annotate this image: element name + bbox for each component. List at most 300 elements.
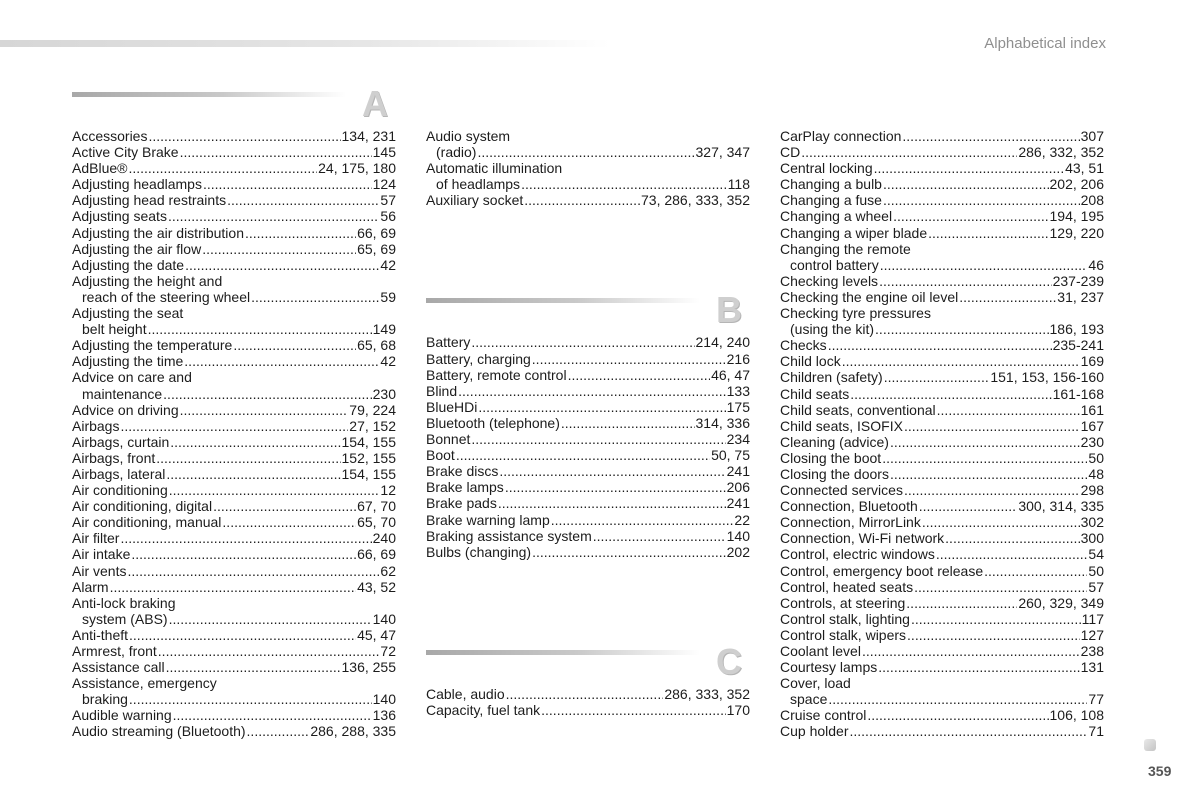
dot-leader bbox=[904, 482, 1080, 498]
index-entry bbox=[780, 675, 1104, 691]
index-term: Child seats bbox=[780, 385, 850, 402]
index-term: Closing the boot bbox=[780, 449, 882, 466]
index-entry bbox=[426, 351, 750, 367]
index-page-numbers: 54 bbox=[1088, 546, 1104, 563]
dot-leader bbox=[499, 463, 725, 479]
index-term: Control, emergency boot release bbox=[780, 562, 984, 579]
index-page-numbers: 57 bbox=[380, 192, 396, 209]
index-entry bbox=[426, 192, 750, 208]
index-page-numbers: 57 bbox=[1088, 578, 1104, 595]
dot-leader bbox=[893, 208, 1048, 224]
dot-leader bbox=[801, 144, 1017, 160]
index-entry bbox=[780, 595, 1104, 611]
index-page-numbers: 241 bbox=[726, 495, 750, 512]
dot-leader bbox=[233, 337, 356, 353]
index-page-numbers: 161-168 bbox=[1052, 385, 1104, 402]
index-page-numbers: 237-239 bbox=[1052, 272, 1104, 289]
index-page-numbers: 154, 155 bbox=[341, 465, 396, 482]
dot-leader bbox=[911, 611, 1081, 627]
dot-leader bbox=[875, 321, 1048, 337]
index-term: Child seats, ISOFIX bbox=[780, 417, 903, 434]
index-page-numbers: 50 bbox=[1088, 562, 1104, 579]
index-term: Airbags bbox=[72, 417, 120, 434]
index-term: Checking the engine oil level bbox=[780, 288, 959, 305]
dot-leader bbox=[202, 241, 356, 257]
index-term: Changing the remote bbox=[780, 240, 911, 257]
index-entry bbox=[72, 546, 396, 562]
index-term: Audio system bbox=[426, 128, 511, 144]
dot-leader bbox=[251, 289, 379, 305]
index-term: Bluetooth (telephone) bbox=[426, 414, 560, 431]
dot-leader bbox=[874, 160, 1064, 176]
index-term: Battery, charging bbox=[426, 350, 531, 367]
index-term: Airbags, curtain bbox=[72, 433, 170, 450]
index-term: Adjusting the date bbox=[72, 256, 185, 273]
index-list-c bbox=[426, 686, 750, 718]
index-entry bbox=[72, 128, 396, 144]
index-term: Automatic illumination bbox=[426, 160, 563, 177]
section-divider bbox=[72, 92, 346, 97]
header-rule bbox=[0, 40, 610, 47]
index-page-numbers: 235-241 bbox=[1052, 337, 1104, 354]
index-list-c-continued bbox=[780, 128, 1104, 740]
dot-leader bbox=[505, 479, 726, 495]
index-page-numbers: 136 bbox=[372, 707, 396, 724]
index-term: Child seats, conventional bbox=[780, 401, 936, 418]
index-entry bbox=[780, 337, 1104, 353]
index-term: Air conditioning, manual bbox=[72, 514, 222, 531]
index-entry bbox=[72, 675, 396, 691]
index-term: Air intake bbox=[72, 546, 131, 563]
index-entry bbox=[426, 367, 750, 383]
index-entry bbox=[780, 514, 1104, 530]
index-entry bbox=[72, 611, 396, 627]
dot-leader bbox=[884, 369, 990, 385]
index-column-3 bbox=[780, 128, 1104, 740]
index-term: CD bbox=[780, 144, 801, 161]
index-page-numbers: 45, 47 bbox=[357, 626, 396, 643]
index-term: Brake lamps bbox=[426, 479, 504, 496]
index-entry bbox=[72, 418, 396, 434]
index-page-numbers: 56 bbox=[380, 208, 396, 225]
dot-leader bbox=[862, 643, 1080, 659]
index-entry bbox=[780, 563, 1104, 579]
index-page-numbers: 175 bbox=[726, 398, 750, 415]
index-entry bbox=[780, 402, 1104, 418]
dot-leader bbox=[828, 337, 1052, 353]
index-entry bbox=[780, 289, 1104, 305]
dot-leader bbox=[127, 563, 379, 579]
index-page-numbers: 161 bbox=[1080, 401, 1104, 418]
dot-leader bbox=[959, 289, 1056, 305]
dot-leader bbox=[158, 643, 380, 659]
index-page-numbers: 129, 220 bbox=[1049, 224, 1104, 241]
index-entry bbox=[72, 450, 396, 466]
dot-leader bbox=[173, 707, 372, 723]
dot-leader bbox=[850, 723, 1088, 739]
index-term: Adjusting head restraints bbox=[72, 192, 227, 209]
dot-leader bbox=[532, 544, 726, 560]
index-entry bbox=[780, 418, 1104, 434]
index-term: AdBlue® bbox=[72, 160, 128, 177]
dot-leader bbox=[890, 434, 1080, 450]
dot-leader bbox=[180, 144, 372, 160]
dot-leader bbox=[532, 351, 726, 367]
index-term: Connected services bbox=[780, 482, 903, 499]
dot-leader bbox=[524, 192, 640, 208]
index-entry bbox=[72, 257, 396, 273]
dot-leader bbox=[185, 257, 379, 273]
index-term: Adjusting the temperature bbox=[72, 337, 233, 354]
index-term: BlueHDi bbox=[426, 398, 478, 415]
dot-leader bbox=[129, 691, 372, 707]
index-term: belt height bbox=[82, 321, 147, 338]
index-term: braking bbox=[82, 691, 128, 708]
dot-leader bbox=[937, 402, 1080, 418]
index-term: Audio streaming (Bluetooth) bbox=[72, 723, 246, 740]
index-page-numbers: 136, 255 bbox=[341, 659, 396, 676]
section-divider bbox=[426, 298, 700, 303]
index-entry bbox=[72, 402, 396, 418]
index-entry bbox=[72, 241, 396, 257]
index-entry bbox=[780, 257, 1104, 273]
index-entry bbox=[780, 353, 1104, 369]
index-term: Adjusting the air distribution bbox=[72, 224, 244, 241]
section-b-header bbox=[426, 289, 750, 334]
index-page-numbers: 140 bbox=[726, 527, 750, 544]
dot-leader bbox=[184, 353, 379, 369]
index-term: Capacity, fuel tank bbox=[426, 701, 541, 718]
index-term: Changing a wheel bbox=[780, 208, 893, 225]
index-term: maintenance bbox=[82, 385, 163, 402]
index-page-numbers: 300, 314, 335 bbox=[1018, 498, 1104, 515]
index-term: Accessories bbox=[72, 128, 148, 144]
dot-leader bbox=[561, 415, 695, 431]
index-term: Blind bbox=[426, 382, 458, 399]
index-page-numbers: 117 bbox=[1081, 610, 1104, 627]
index-term: Cleaning (advice) bbox=[780, 433, 889, 450]
dot-leader bbox=[166, 659, 341, 675]
dot-leader bbox=[984, 563, 1087, 579]
index-entry bbox=[72, 289, 396, 305]
index-page-numbers: 66, 69 bbox=[357, 546, 396, 563]
page-header-title: Alphabetical index bbox=[984, 35, 1106, 52]
index-term: system (ABS) bbox=[82, 610, 168, 627]
index-page-numbers: 145 bbox=[372, 144, 396, 161]
index-entry bbox=[72, 627, 396, 643]
index-entry bbox=[72, 305, 396, 321]
index-page-numbers: 208 bbox=[1080, 192, 1104, 209]
index-entry bbox=[72, 176, 396, 192]
index-term: Boot bbox=[426, 447, 455, 464]
index-page-numbers: 140 bbox=[372, 691, 396, 708]
dot-leader bbox=[878, 659, 1079, 675]
dot-leader bbox=[906, 595, 1017, 611]
index-list-b bbox=[426, 334, 750, 559]
index-term: Checking levels bbox=[780, 272, 879, 289]
dot-leader bbox=[128, 160, 317, 176]
index-page-numbers: 286, 333, 352 bbox=[664, 685, 750, 702]
index-entry bbox=[780, 321, 1104, 337]
dot-leader bbox=[883, 192, 1080, 208]
index-page-numbers: 152, 155 bbox=[341, 449, 396, 466]
index-entry bbox=[426, 686, 750, 702]
index-page-numbers: 118 bbox=[727, 176, 750, 193]
index-entry bbox=[780, 450, 1104, 466]
index-entry bbox=[72, 144, 396, 160]
index-entry bbox=[72, 530, 396, 546]
dot-leader bbox=[110, 579, 357, 595]
index-term: Cup holder bbox=[780, 723, 849, 740]
dot-leader bbox=[593, 528, 726, 544]
index-term: Connection, MirrorLink bbox=[780, 514, 921, 531]
index-entry bbox=[780, 305, 1104, 321]
index-entry bbox=[72, 579, 396, 595]
index-term: Advice on driving bbox=[72, 401, 179, 418]
index-term: Air conditioning, digital bbox=[72, 498, 213, 515]
index-entry bbox=[72, 321, 396, 337]
index-entry bbox=[72, 482, 396, 498]
dot-leader bbox=[842, 353, 1080, 369]
index-term: Assistance call bbox=[72, 659, 165, 676]
index-entry bbox=[780, 707, 1104, 723]
index-entry bbox=[780, 273, 1104, 289]
index-term: Control stalk, wipers bbox=[780, 626, 907, 643]
dot-leader bbox=[922, 514, 1080, 530]
dot-leader bbox=[168, 208, 379, 224]
dot-leader bbox=[120, 530, 371, 546]
index-page-numbers: 169 bbox=[1080, 353, 1104, 370]
index-term: Control stalk, lighting bbox=[780, 610, 910, 627]
index-entry bbox=[780, 192, 1104, 208]
index-term: Control, electric windows bbox=[780, 546, 935, 563]
index-page-numbers: 50 bbox=[1088, 449, 1104, 466]
dot-leader bbox=[247, 723, 310, 739]
index-term: Brake pads bbox=[426, 495, 497, 512]
section-letter-a: A bbox=[362, 83, 388, 124]
index-entry bbox=[780, 434, 1104, 450]
index-entry bbox=[426, 495, 750, 511]
dot-leader bbox=[890, 466, 1087, 482]
index-page-numbers: 46 bbox=[1088, 256, 1104, 273]
index-term: Air conditioning bbox=[72, 482, 168, 499]
index-term: Courtesy lamps bbox=[780, 659, 878, 676]
index-term: Checking tyre pressures bbox=[780, 305, 931, 322]
index-entry bbox=[426, 431, 750, 447]
index-page-numbers: 65, 69 bbox=[357, 240, 396, 257]
index-entry bbox=[72, 434, 396, 450]
index-page-numbers: 72 bbox=[380, 643, 396, 659]
index-page-numbers: 65, 68 bbox=[357, 337, 396, 354]
index-entry bbox=[780, 225, 1104, 241]
index-page-numbers: 12 bbox=[380, 482, 396, 499]
index-term: Airbags, lateral bbox=[72, 465, 166, 482]
dot-leader bbox=[166, 466, 340, 482]
index-page-numbers: 79, 224 bbox=[349, 401, 396, 418]
dot-leader bbox=[169, 482, 380, 498]
index-entry bbox=[426, 447, 750, 463]
dot-leader bbox=[245, 225, 356, 241]
index-list-a-continued bbox=[426, 128, 750, 208]
index-term: Connection, Bluetooth bbox=[780, 498, 918, 515]
index-term: control battery bbox=[790, 256, 879, 273]
index-page-numbers: 314, 336 bbox=[695, 414, 750, 431]
index-entry bbox=[72, 643, 396, 659]
dot-leader bbox=[880, 257, 1088, 273]
index-entry bbox=[426, 512, 750, 528]
index-term: (using the kit) bbox=[790, 321, 875, 338]
index-term: Closing the doors bbox=[780, 465, 889, 482]
index-entry bbox=[780, 691, 1104, 707]
index-term: Air filter bbox=[72, 530, 120, 547]
index-term: Air vents bbox=[72, 562, 127, 579]
index-term: Changing a bulb bbox=[780, 176, 882, 193]
index-page-numbers: 167 bbox=[1080, 417, 1104, 434]
index-page-numbers: 62 bbox=[380, 562, 396, 579]
index-term: Bonnet bbox=[426, 431, 471, 448]
index-page-numbers: 42 bbox=[380, 353, 396, 370]
section-a-header bbox=[72, 83, 396, 128]
index-entry bbox=[72, 498, 396, 514]
index-term: space bbox=[790, 691, 828, 708]
index-entry bbox=[72, 353, 396, 369]
index-entry bbox=[426, 128, 750, 144]
index-page-numbers: 59 bbox=[380, 288, 396, 305]
index-term: Assistance, emergency bbox=[72, 675, 217, 692]
index-page-numbers: 127 bbox=[1080, 626, 1104, 643]
index-page-numbers: 307 bbox=[1080, 128, 1104, 144]
index-term: Airbags, front bbox=[72, 449, 156, 466]
index-entry bbox=[72, 723, 396, 739]
index-term: reach of the steering wheel bbox=[82, 288, 251, 305]
index-page-numbers: 302 bbox=[1080, 514, 1104, 531]
index-term: Checks bbox=[780, 337, 827, 354]
index-entry bbox=[780, 144, 1104, 160]
index-entry bbox=[72, 369, 396, 385]
dot-leader bbox=[568, 367, 710, 383]
dot-leader bbox=[883, 176, 1049, 192]
index-term: Brake warning lamp bbox=[426, 511, 550, 528]
index-term: Advice on care and bbox=[72, 369, 192, 386]
index-page-numbers: 286, 332, 352 bbox=[1018, 144, 1104, 161]
index-term: Control, heated seats bbox=[780, 578, 914, 595]
index-term: Children (safety) bbox=[780, 369, 883, 386]
index-entry bbox=[72, 273, 396, 289]
index-term: Brake discs bbox=[426, 463, 499, 480]
index-page-numbers: 186, 193 bbox=[1049, 321, 1104, 338]
dot-leader bbox=[850, 386, 1051, 402]
index-term: Child lock bbox=[780, 353, 841, 370]
dot-leader bbox=[477, 144, 694, 160]
dot-leader bbox=[506, 686, 664, 702]
index-page-numbers: 42 bbox=[380, 256, 396, 273]
dot-leader bbox=[521, 176, 727, 192]
index-page-numbers: 230 bbox=[372, 385, 396, 402]
index-term: (radio) bbox=[436, 144, 477, 161]
section-c-header bbox=[426, 640, 750, 686]
index-entry bbox=[72, 563, 396, 579]
index-term: Bulbs (changing) bbox=[426, 543, 532, 560]
index-page-numbers: 300 bbox=[1080, 530, 1104, 547]
index-page-numbers: 298 bbox=[1080, 482, 1104, 499]
index-entry bbox=[780, 498, 1104, 514]
dot-leader bbox=[478, 399, 725, 415]
index-page-numbers: 327, 347 bbox=[695, 144, 750, 161]
index-entry bbox=[426, 544, 750, 560]
index-term: CarPlay connection bbox=[780, 128, 902, 144]
dot-leader bbox=[156, 450, 340, 466]
section-letter-c: C bbox=[716, 640, 742, 682]
index-page-numbers: 140 bbox=[372, 610, 396, 627]
index-term: Battery, remote control bbox=[426, 366, 567, 383]
index-term: Changing a fuse bbox=[780, 192, 882, 209]
index-entry bbox=[426, 528, 750, 544]
dot-leader bbox=[458, 383, 726, 399]
index-entry bbox=[72, 659, 396, 675]
index-term: of headlamps bbox=[436, 176, 521, 193]
index-entry bbox=[72, 225, 396, 241]
index-term: Cover, load bbox=[780, 675, 851, 692]
dot-leader bbox=[203, 176, 372, 192]
index-term: Audible warning bbox=[72, 707, 172, 724]
dot-leader bbox=[456, 447, 710, 463]
index-page-numbers: 241 bbox=[726, 463, 750, 480]
index-entry bbox=[780, 128, 1104, 144]
index-term: Coolant level bbox=[780, 643, 861, 659]
dot-leader bbox=[882, 450, 1087, 466]
index-entry bbox=[780, 627, 1104, 643]
index-page-numbers: 260, 329, 349 bbox=[1018, 594, 1104, 611]
dot-leader bbox=[879, 273, 1052, 289]
index-page-numbers: 154, 155 bbox=[341, 433, 396, 450]
index-entry bbox=[426, 415, 750, 431]
index-term: Connection, Wi-Fi network bbox=[780, 530, 945, 547]
dot-leader bbox=[945, 530, 1079, 546]
index-entry bbox=[780, 160, 1104, 176]
index-list-a bbox=[72, 128, 396, 740]
dot-leader bbox=[471, 334, 694, 350]
index-page-numbers: 48 bbox=[1088, 465, 1104, 482]
dot-leader bbox=[148, 128, 340, 144]
dot-leader bbox=[498, 495, 726, 511]
index-term: Auxiliary socket bbox=[426, 192, 524, 209]
index-column-1 bbox=[72, 83, 396, 740]
index-entry bbox=[780, 386, 1104, 402]
index-entry bbox=[780, 208, 1104, 224]
section-divider bbox=[426, 650, 700, 655]
index-page-numbers: 67, 70 bbox=[357, 498, 396, 515]
page-corner-mark bbox=[1144, 739, 1156, 751]
index-term: Anti-lock braking bbox=[72, 594, 176, 611]
index-page-numbers: 214, 240 bbox=[695, 334, 750, 351]
index-term: Braking assistance system bbox=[426, 527, 592, 544]
dot-leader bbox=[131, 546, 356, 562]
dot-leader bbox=[222, 514, 356, 530]
index-term: Active City Brake bbox=[72, 144, 179, 161]
index-term: Adjusting the air flow bbox=[72, 240, 202, 257]
dot-leader bbox=[919, 498, 1018, 514]
dot-leader bbox=[541, 702, 726, 718]
dot-leader bbox=[129, 627, 356, 643]
index-page-numbers: 65, 70 bbox=[357, 514, 396, 531]
index-entry bbox=[72, 707, 396, 723]
index-page-numbers: 71 bbox=[1088, 723, 1104, 740]
index-page-numbers: 46, 47 bbox=[711, 366, 750, 383]
index-term: Adjusting seats bbox=[72, 208, 167, 225]
index-entry bbox=[426, 144, 750, 160]
index-page-numbers: 134, 231 bbox=[341, 128, 396, 144]
index-page-numbers: 124 bbox=[372, 176, 396, 193]
